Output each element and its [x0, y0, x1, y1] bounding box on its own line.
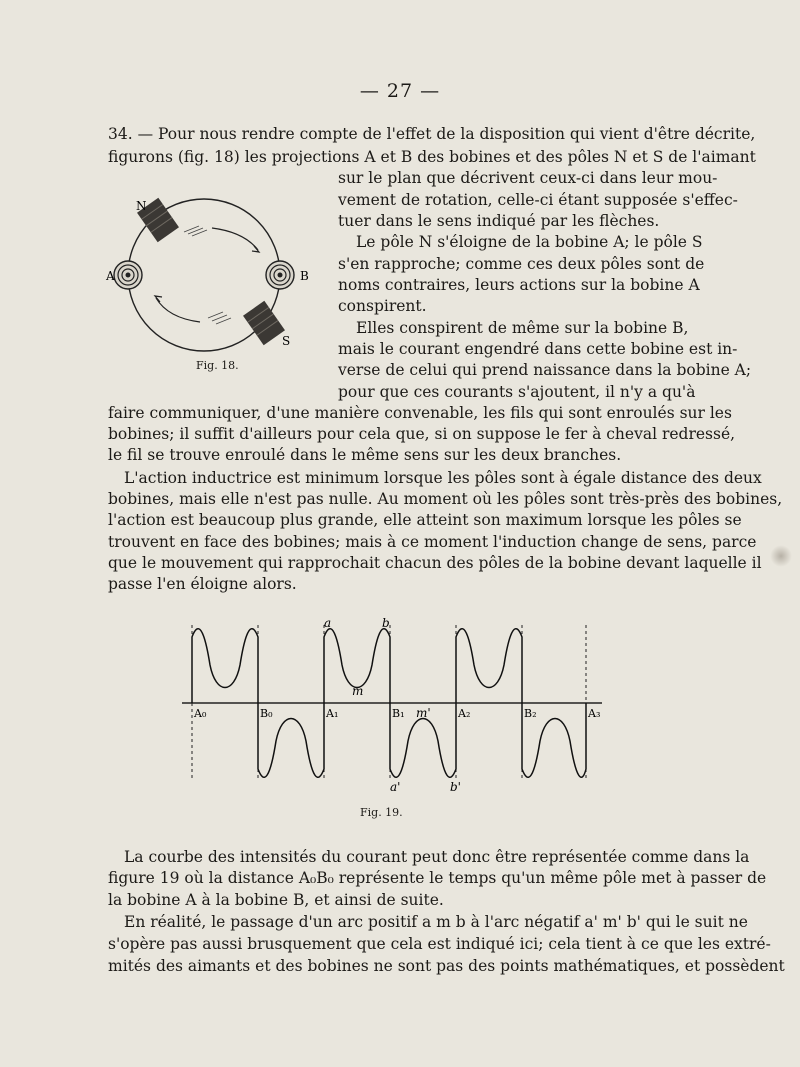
text-line: le fil se trouve enroulé dans le même sens sur les deux branches.: [108, 446, 622, 464]
label-b: B: [300, 269, 309, 283]
coil-a: [114, 261, 142, 289]
curve-label-m-prime: m': [416, 706, 431, 720]
curve-label-b: b: [382, 616, 390, 630]
text-line: s'opère pas aussi brusquement que cela est indiqué ici; cela tient à ce que les extré-: [108, 935, 771, 953]
figure-19-diagram: [180, 615, 610, 805]
page-number: — 27 —: [359, 80, 441, 102]
text-line: bobines, mais elle n'est pas nulle. Au moment où les pôles sont très-près des bobines,: [108, 490, 783, 508]
text-line: sur le plan que décrivent ceux-ci dans leur mou-: [338, 169, 718, 187]
text-line: faire communiquer, d'une manière convenable, les fils qui sont enroulés sur les: [108, 404, 732, 422]
text-line: figurons (fig. 18) les projections A et B des bobines et des pôles N et S de l'aimant: [108, 148, 756, 166]
text-line: conspirent.: [338, 297, 427, 315]
pole-s-magnet: [243, 301, 285, 345]
text-line: bobines; il suffit d'ailleurs pour cela que, si on suppose le fer à cheval redressé,: [108, 425, 736, 443]
text-line: mais le courant engendré dans cette bobine est in-: [338, 340, 738, 358]
text-line: la bobine A à la bobine B, et ainsi de suite.: [108, 891, 444, 909]
text-line: mités des aimants et des bobines ne sont pas des points mathématiques, et possèdent: [108, 957, 785, 975]
text-line: tuer dans le sens indiqué par les flèches.: [338, 212, 660, 230]
text-line: L'action inductrice est minimum lorsque les pôles sont à égale distance des deux: [124, 469, 762, 487]
curve-label-b-prime: b': [450, 780, 461, 794]
coil-b: [266, 261, 294, 289]
text-line: s'en rapproche; comme ces deux pôles sont de: [338, 255, 705, 273]
text-line: noms contraires, leurs actions sur la bobine A: [338, 276, 700, 294]
hatch-top: [184, 226, 207, 236]
label-a: A: [106, 269, 115, 283]
text-line: trouvent en face des bobines; mais à ce moment l'induction change de sens, parce: [108, 533, 757, 551]
axis-label-b0: B₀: [260, 707, 273, 720]
text-line: pour que ces courants s'ajoutent, il n'y a qu'à: [338, 383, 696, 401]
axis-label-b1: B₁: [392, 707, 405, 720]
axis-label-a0: A₀: [194, 707, 207, 720]
axis-label-a2: A₂: [458, 707, 471, 720]
text-line: Elles conspirent de même sur la bobine B,: [356, 319, 689, 337]
text-line: La courbe des intensités du courant peut donc être représentée comme dans la: [124, 848, 750, 866]
axis-label-a3: A₃: [588, 707, 601, 720]
curve-label-a-prime: a': [390, 780, 401, 794]
text-line: Le pôle N s'éloigne de la bobine A; le pôle S: [356, 233, 703, 251]
text-line: figure 19 où la distance A₀B₀ représente le temps qu'un même pôle met à passer de: [108, 869, 767, 887]
text-line: passe l'en éloigne alors.: [108, 575, 297, 593]
text-line: En réalité, le passage d'un arc positif a m b à l'arc négatif a' m' b' qui le suit ne: [124, 913, 748, 931]
curve-label-m: m: [352, 684, 364, 698]
axis-label-a1: A₁: [326, 707, 339, 720]
paper-smudge: [770, 545, 792, 567]
text-line: verse de celui qui prend naissance dans la bobine A;: [338, 361, 752, 379]
arrow-clockwise-top: [212, 228, 258, 250]
text-line: vement de rotation, celle-ci étant supposée s'effec-: [338, 191, 738, 209]
text-line: que le mouvement qui rapprochait chacun des pôles de la bobine devant laquelle il: [108, 554, 762, 572]
figure-19-caption: Fig. 19.: [360, 806, 403, 819]
label-s: S: [282, 334, 291, 348]
label-n: N: [136, 199, 147, 213]
figure-18-caption: Fig. 18.: [196, 359, 239, 372]
text-line: l'action est beaucoup plus grande, elle atteint son maximum lorsque les pôles se: [108, 511, 742, 529]
axis-label-b2: B₂: [524, 707, 537, 720]
text-line: 34. — Pour nous rendre compte de l'effet de la disposition qui vient d'être décrite,: [108, 125, 756, 143]
curve-label-a: a: [324, 616, 332, 630]
arrow-clockwise-bottom: [156, 298, 200, 322]
hatch-bottom: [208, 312, 231, 324]
figure-18-diagram: [104, 190, 336, 360]
